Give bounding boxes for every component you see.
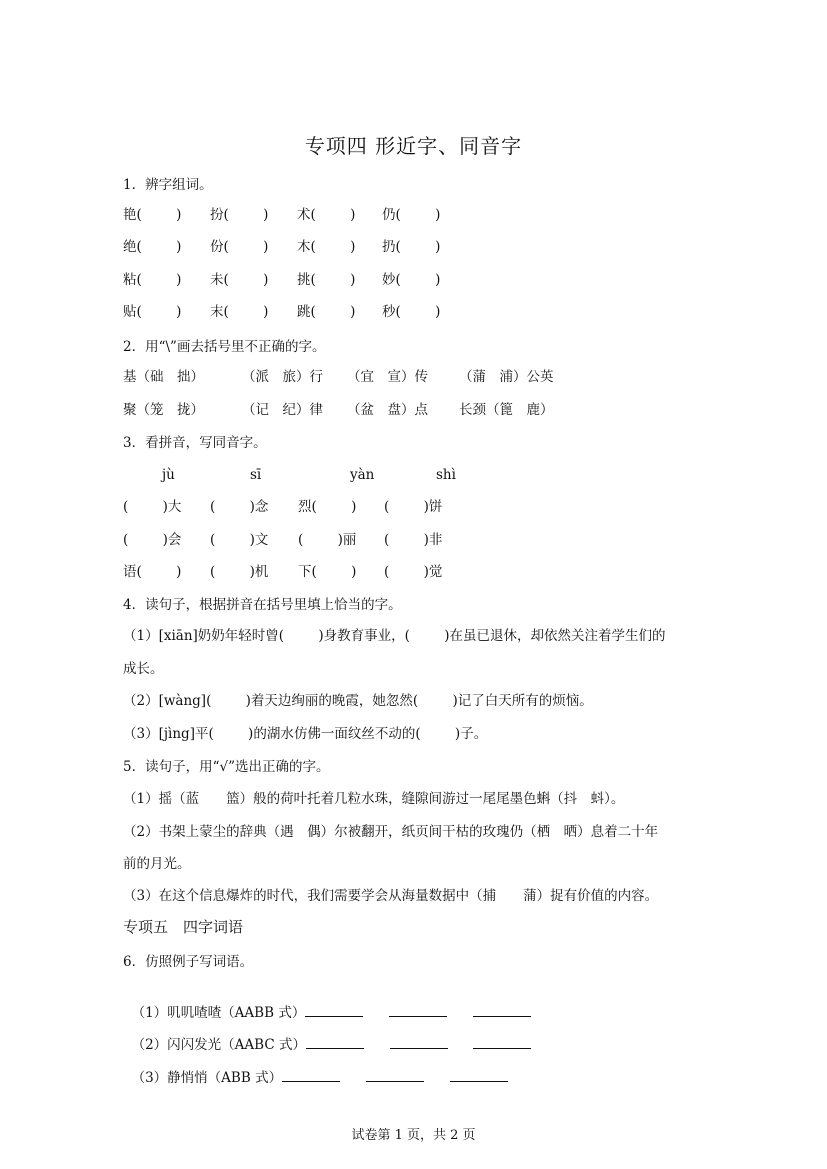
- q3-cell: ( )会: [123, 532, 182, 548]
- q4-heading: 4．读句子，根据拼音在括号里填上恰当的字。: [123, 597, 402, 613]
- q3-heading: 3．看拼音，写同音字。: [123, 435, 267, 451]
- answer-blank[interactable]: [450, 1069, 508, 1082]
- q1-cell: 份( ): [210, 239, 269, 255]
- q3-cell: 烈( ): [298, 499, 357, 515]
- q6-item-1: [123, 986, 531, 1022]
- q3-cell: ( )饼: [384, 499, 443, 515]
- q3-cell: ( )丽: [298, 532, 357, 548]
- q3-cell: ( )念: [210, 499, 269, 515]
- q3-cell: ( )文: [210, 532, 269, 548]
- q3-cell: ( )机: [210, 564, 269, 580]
- pinyin-yan: yàn: [350, 467, 375, 483]
- q1-heading: 1．辨字组词。: [123, 177, 213, 193]
- answer-blank[interactable]: [389, 1004, 447, 1017]
- answer-blank[interactable]: [390, 1036, 448, 1049]
- q6-item-3-label: （3）静悄悄（ABB 式）: [131, 1070, 283, 1086]
- q1-cell: 贴( ): [123, 304, 182, 320]
- q2-cell: 聚（笼 拢）: [123, 402, 204, 418]
- q2-cell: （盆 盘）点: [347, 402, 428, 418]
- answer-blank[interactable]: [306, 1036, 364, 1049]
- q6-item-2: [123, 1018, 531, 1054]
- answer-blank[interactable]: [473, 1004, 531, 1017]
- q2-cell: （宜 宣）传: [347, 369, 428, 385]
- q1-cell: 未( ): [210, 272, 269, 288]
- q2-cell: （蒲 浦）公英: [459, 369, 554, 385]
- q1-cell: 粘( ): [123, 272, 182, 288]
- q6-item-3: [123, 1051, 508, 1087]
- q6-item-2-label: （2）闪闪发光（AABC 式）: [131, 1037, 306, 1053]
- q5-heading: 5．读句子，用“√”选出正确的字。: [123, 759, 330, 775]
- pinyin-shi: shì: [436, 467, 456, 483]
- q1-cell: 妙( ): [382, 272, 441, 288]
- q2-cell: 基（础 拙）: [123, 369, 204, 385]
- answer-blank[interactable]: [366, 1069, 424, 1082]
- q6-heading: 6．仿照例子写词语。: [123, 954, 254, 970]
- section-title: 专项五 四字词语: [123, 918, 244, 936]
- q5-sentence-2: （2）书架上蒙尘的辞典（遇 偶）尔被翻开，纸页间干枯的玫瑰仍（栖 晒）息着二十年: [123, 824, 659, 840]
- q1-cell: 艳( ): [123, 207, 182, 223]
- q4-sentence-2: （2）[wàng]( )着天边绚丽的晚霞，她忽然( )记了白天所有的烦恼。: [123, 693, 593, 709]
- q1-cell: 仍( ): [382, 207, 441, 223]
- q1-cell: 扮( ): [210, 207, 269, 223]
- q2-cell: （记 纪）律: [242, 402, 323, 418]
- q3-cell: 下( ): [298, 564, 357, 580]
- q3-cell: ( )觉: [384, 564, 443, 580]
- q1-cell: 跳( ): [297, 304, 356, 320]
- q4-sentence-1-cont: 成长。: [123, 661, 164, 677]
- page-title: 专项四 形近字、同音字: [304, 134, 523, 158]
- pinyin-si: sī: [250, 467, 262, 483]
- q1-cell: 末( ): [210, 304, 269, 320]
- q3-cell: 语( ): [123, 564, 182, 580]
- q6-item-1-label: （1）叽叽喳喳（AABB 式）: [131, 1005, 306, 1021]
- q4-sentence-1: （1）[xiān]奶奶年轻时曾( )身教育事业，( )在虽已退休，却依然关注着学生们的: [123, 628, 666, 644]
- q5-sentence-3: （3）在这个信息爆炸的时代，我们需要学会从海量数据中（捕 蒲）捉有价值的内容。: [123, 888, 659, 904]
- q2-cell: 长颈（篦 鹿）: [459, 402, 554, 418]
- q1-cell: 术( ): [297, 207, 356, 223]
- q4-sentence-3: （3）[jìng]平( )的湖水仿佛一面纹丝不动的( )子。: [123, 726, 488, 742]
- q1-cell: 秒( ): [382, 304, 441, 320]
- q1-cell: 绝( ): [123, 239, 182, 255]
- pinyin-ju: jù: [162, 467, 175, 483]
- answer-blank[interactable]: [305, 1004, 363, 1017]
- q1-cell: 挑( ): [297, 272, 356, 288]
- q5-sentence-2-cont: 前的月光。: [123, 856, 191, 872]
- q3-cell: ( )非: [384, 532, 443, 548]
- answer-blank[interactable]: [473, 1036, 531, 1049]
- page-footer: 试卷第 1 页，共 2 页: [351, 1128, 476, 1143]
- answer-blank[interactable]: [282, 1069, 340, 1082]
- q3-cell: ( )大: [123, 499, 182, 515]
- q1-cell: 扔( ): [382, 239, 441, 255]
- q1-cell: 木( ): [297, 239, 356, 255]
- q5-sentence-1: （1）摇（蓝 篮）般的荷叶托着几粒水珠，缝隙间游过一尾尾墨色蝌（抖 蚪）。: [123, 791, 625, 807]
- q2-cell: （派 旅）行: [242, 369, 323, 385]
- q2-heading: 2．用“\”画去括号里不正确的字。: [123, 339, 326, 355]
